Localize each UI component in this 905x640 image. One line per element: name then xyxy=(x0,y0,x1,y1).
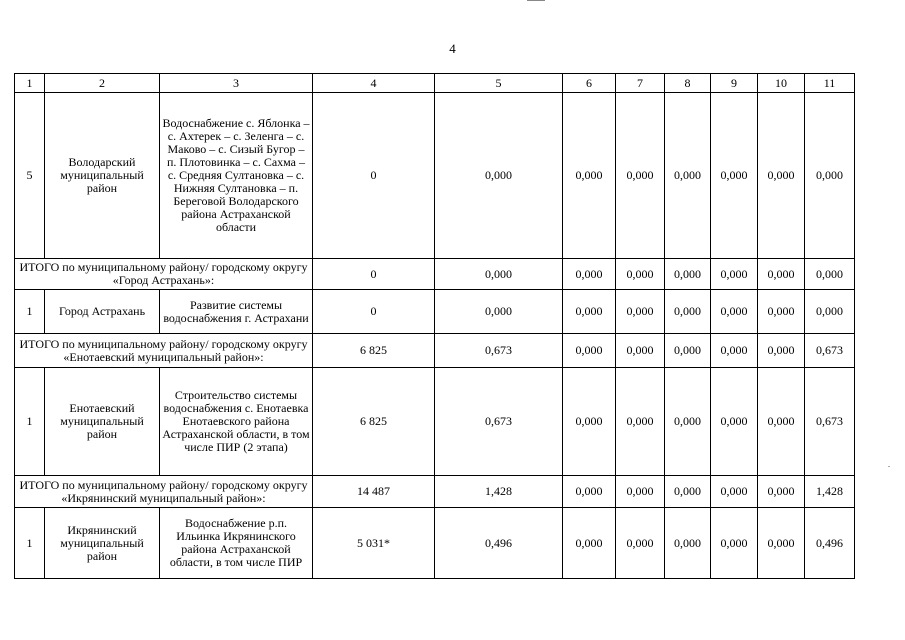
value-cell: 0,000 xyxy=(711,508,758,579)
value-cell: 1,428 xyxy=(435,476,563,508)
header-cell: 5 xyxy=(435,74,563,93)
value-cell: 0,000 xyxy=(435,259,563,290)
value-cell: 0,000 xyxy=(563,290,616,334)
table-row xyxy=(15,368,855,476)
value-cell: 0,000 xyxy=(665,93,711,259)
value-cell: 0,000 xyxy=(563,93,616,259)
header-cell: 11 xyxy=(805,74,855,93)
table-row xyxy=(15,93,855,259)
table-row xyxy=(15,290,855,334)
value-cell: 0,000 xyxy=(616,508,665,579)
value-cell: 6 825 xyxy=(313,368,435,476)
value-cell: 0,000 xyxy=(435,93,563,259)
value-cell: 0,000 xyxy=(435,290,563,334)
value-cell: 0,673 xyxy=(435,368,563,476)
value-cell: 0,000 xyxy=(758,508,805,579)
value-cell: 0,000 xyxy=(758,368,805,476)
header-cell: 1 xyxy=(15,74,45,93)
value-cell: 0,000 xyxy=(711,334,758,368)
header-cell: 6 xyxy=(563,74,616,93)
project-name: Развитие системы водоснабжения г. Астрахани xyxy=(160,290,313,334)
project-name: Строительство системы водоснабжения с. Енотаевка Енотаевского района Астраханской области, в том числе ПИР (2 этапа) xyxy=(160,368,313,476)
value-cell: 0,496 xyxy=(805,508,855,579)
value-cell: 0,000 xyxy=(758,259,805,290)
header-cell: 10 xyxy=(758,74,805,93)
value-cell: 0,673 xyxy=(805,334,855,368)
header-cell: 7 xyxy=(616,74,665,93)
value-cell: 0 xyxy=(313,290,435,334)
value-cell: 0,000 xyxy=(665,508,711,579)
value-cell: 0,000 xyxy=(665,290,711,334)
district-name: Икрянинский муниципальный район xyxy=(45,508,160,579)
value-cell: 0,000 xyxy=(616,259,665,290)
top-edge-mark xyxy=(527,0,545,1)
row-number: 5 xyxy=(15,93,45,259)
value-cell: 0,000 xyxy=(758,290,805,334)
value-cell: 0,496 xyxy=(435,508,563,579)
value-cell: 0,000 xyxy=(563,476,616,508)
header-cell: 8 xyxy=(665,74,711,93)
total-label: ИТОГО по муниципальному району/ городскому округу «Город Астрахань»: xyxy=(15,259,313,290)
table-row xyxy=(15,508,855,579)
header-cell: 2 xyxy=(45,74,160,93)
value-cell: 0,000 xyxy=(758,476,805,508)
value-cell: 0,000 xyxy=(563,259,616,290)
value-cell: 0,000 xyxy=(711,290,758,334)
value-cell: 14 487 xyxy=(313,476,435,508)
header-row xyxy=(15,74,855,93)
header-cell: 9 xyxy=(711,74,758,93)
value-cell: 0,000 xyxy=(805,290,855,334)
value-cell: 5 031* xyxy=(313,508,435,579)
value-cell: 0,000 xyxy=(665,368,711,476)
project-name: Водоснабжение с. Яблонка – с. Ахтерек – с. Зеленга – с. Маково – с. Сизый Бугор – п. Плотовинка – с. Сахма – с. Средняя Султановка – с. Нижняя Султановка – п. Береговой Володарского района Астраханской области xyxy=(160,93,313,259)
value-cell: 0,000 xyxy=(758,93,805,259)
value-cell: 0,000 xyxy=(563,508,616,579)
header-cell: 3 xyxy=(160,74,313,93)
row-number: 1 xyxy=(15,508,45,579)
value-cell: 6 825 xyxy=(313,334,435,368)
value-cell: 0,673 xyxy=(435,334,563,368)
value-cell: 0 xyxy=(313,259,435,290)
budget-table xyxy=(14,73,855,579)
value-cell: 0,000 xyxy=(616,93,665,259)
value-cell: 0,000 xyxy=(711,93,758,259)
page-number: 4 xyxy=(449,41,456,56)
value-cell: 0,000 xyxy=(563,334,616,368)
total-label: ИТОГО по муниципальному району/ городскому округу «Енотаевский муниципальный район»: xyxy=(15,334,313,368)
value-cell: 0,000 xyxy=(616,290,665,334)
value-cell: 0,000 xyxy=(758,334,805,368)
district-name: Город Астрахань xyxy=(45,290,160,334)
value-cell: 0,000 xyxy=(616,368,665,476)
district-name: Енотаевский муниципальный район xyxy=(45,368,160,476)
value-cell: 0,000 xyxy=(665,259,711,290)
value-cell: 0,000 xyxy=(563,368,616,476)
margin-mark xyxy=(888,466,890,467)
value-cell: 0,673 xyxy=(805,368,855,476)
total-row xyxy=(15,259,855,290)
value-cell: 0,000 xyxy=(665,476,711,508)
value-cell: 0,000 xyxy=(711,259,758,290)
row-number: 1 xyxy=(15,368,45,476)
value-cell: 0,000 xyxy=(805,259,855,290)
row-number: 1 xyxy=(15,290,45,334)
value-cell: 0,000 xyxy=(711,368,758,476)
value-cell: 0,000 xyxy=(805,93,855,259)
total-row xyxy=(15,334,855,368)
total-row xyxy=(15,476,855,508)
value-cell: 1,428 xyxy=(805,476,855,508)
project-name: Водоснабжение р.п. Ильинка Икрянинского района Астраханской области, в том числе ПИР xyxy=(160,508,313,579)
district-name: Володарский муниципальный район xyxy=(45,93,160,259)
value-cell: 0,000 xyxy=(616,476,665,508)
value-cell: 0,000 xyxy=(665,334,711,368)
value-cell: 0,000 xyxy=(711,476,758,508)
header-cell: 4 xyxy=(313,74,435,93)
value-cell: 0 xyxy=(313,93,435,259)
total-label: ИТОГО по муниципальному району/ городскому округу «Икрянинский муниципальный район»: xyxy=(15,476,313,508)
value-cell: 0,000 xyxy=(616,334,665,368)
